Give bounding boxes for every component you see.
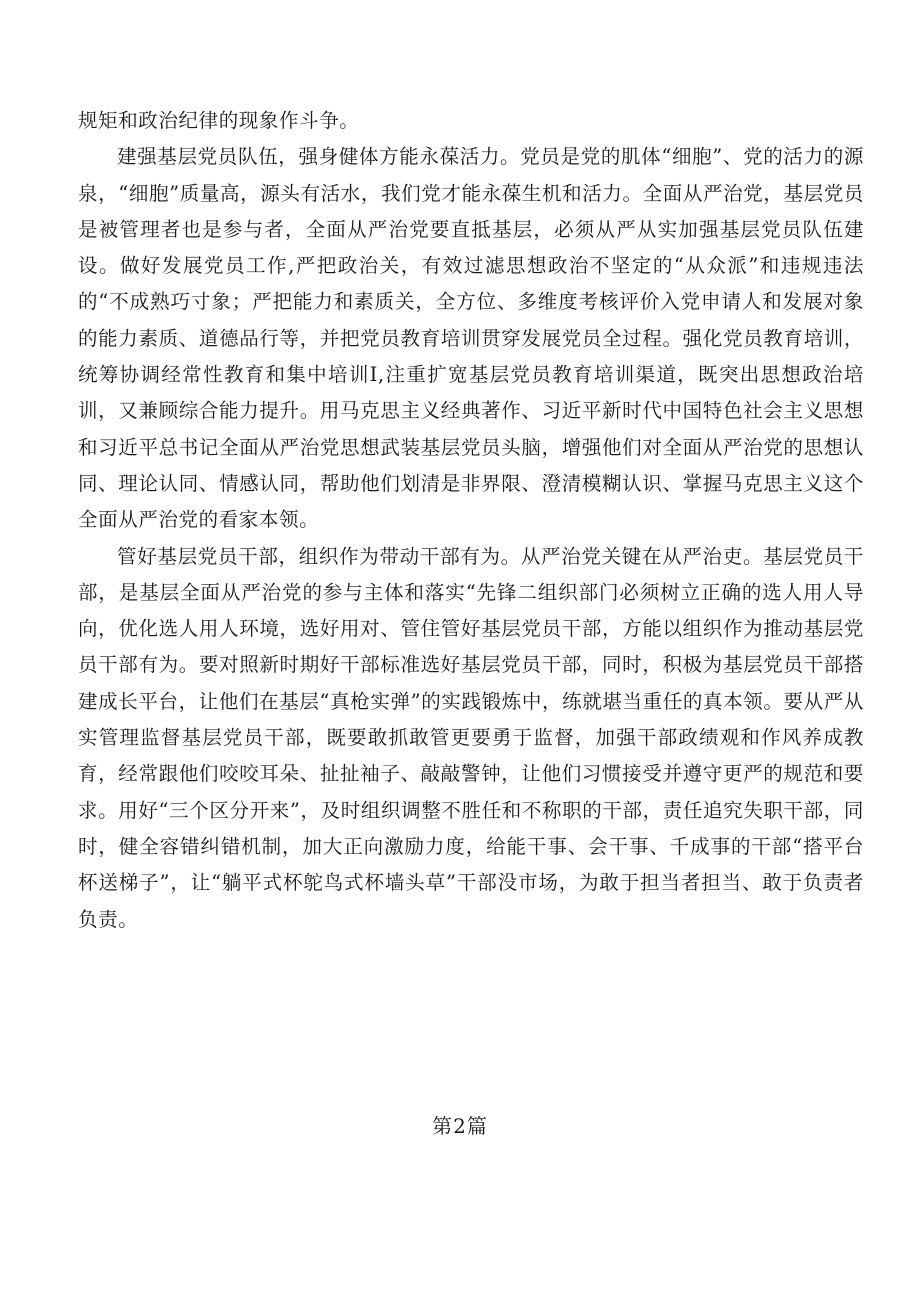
document-body	[78, 103, 864, 938]
paragraph-party-cadres: 管好基层党员干部，组织作为带动干部有为。从严治党关键在从严治吏。基层党员干部，是基层全面从严治党的参与主体和落实“先锋二组织部门必须树立正确的选人用人导向，优化选人用人环境，选好用对、管住管好基层党员干部，方能以组织作为推动基层党员干部有为。要对照新时期好干部标准选好基层党员干部，同时，积极为基层党员干部搭建成长平台，让他们在基层“真枪实弹”的实践锻炼中，练就堪当重任的真本领。要从严从实管理监督基层党员干部，既要敢抓敢管更要勇于监督，加强干部政绩观和作风养成教育，经常跟他们咬咬耳朵、扯扯袖子、敲敲警钟，让他们习惯接受并遵守更严的规范和要求。用好“三个区分开来”，及时组织调整不胜任和不称职的干部，责任追究失职干部，同时，健全容错纠错机制，加大正向激励力度，给能干事、会干事、千成事的干部“搭平台杯送梯子”，让“躺平式杯鸵鸟式杯墙头草”干部没市场，为敢于担当者担当、敢于负责者负责。	[78, 544, 864, 931]
paragraph-party-members: 建强基层党员队伍，强身健体方能永葆活力。党员是党的肌体“细胞”、党的活力的源泉，“细胞”质量高，源头有活水，我们党才能永葆生机和活力。全面从严治党，基层党员是被管理者也是参与者，全面从严治党要直抵基层，必须从严从实加强基层党员队伍建设。做好发展党员工作,严把政治关，有效过滤思想政治不坚定的“从众派”和违规违法的“不成熟巧寸象；严把能力和素质关，全方位、多维度考核评价入党申请人和发展对象的能力素质、道德品行等，并把党员教育培训贯穿发展党员全过程。强化党员教育培训，统筹协调经常性教育和集中培训I,注重扩宽基层党员教育培训渠道，既突出思想政治培训，又兼顾综合能力提升。用马克思主义经典著作、习近平新时代中国特色社会主义思想和习近平总书记全面从严治党思想武装基层党员头脑，增强他们对全面从严治党的思想认同、理论认同、情感认同，帮助他们划清是非界限、澄清模糊认识、掌握马克思主义这个全面从严治党的看家本领。	[78, 145, 864, 532]
paragraph-continuation: 规矩和政治纪律的现象作斗争。	[78, 109, 360, 132]
section-title: 第2篇	[432, 1114, 488, 1138]
